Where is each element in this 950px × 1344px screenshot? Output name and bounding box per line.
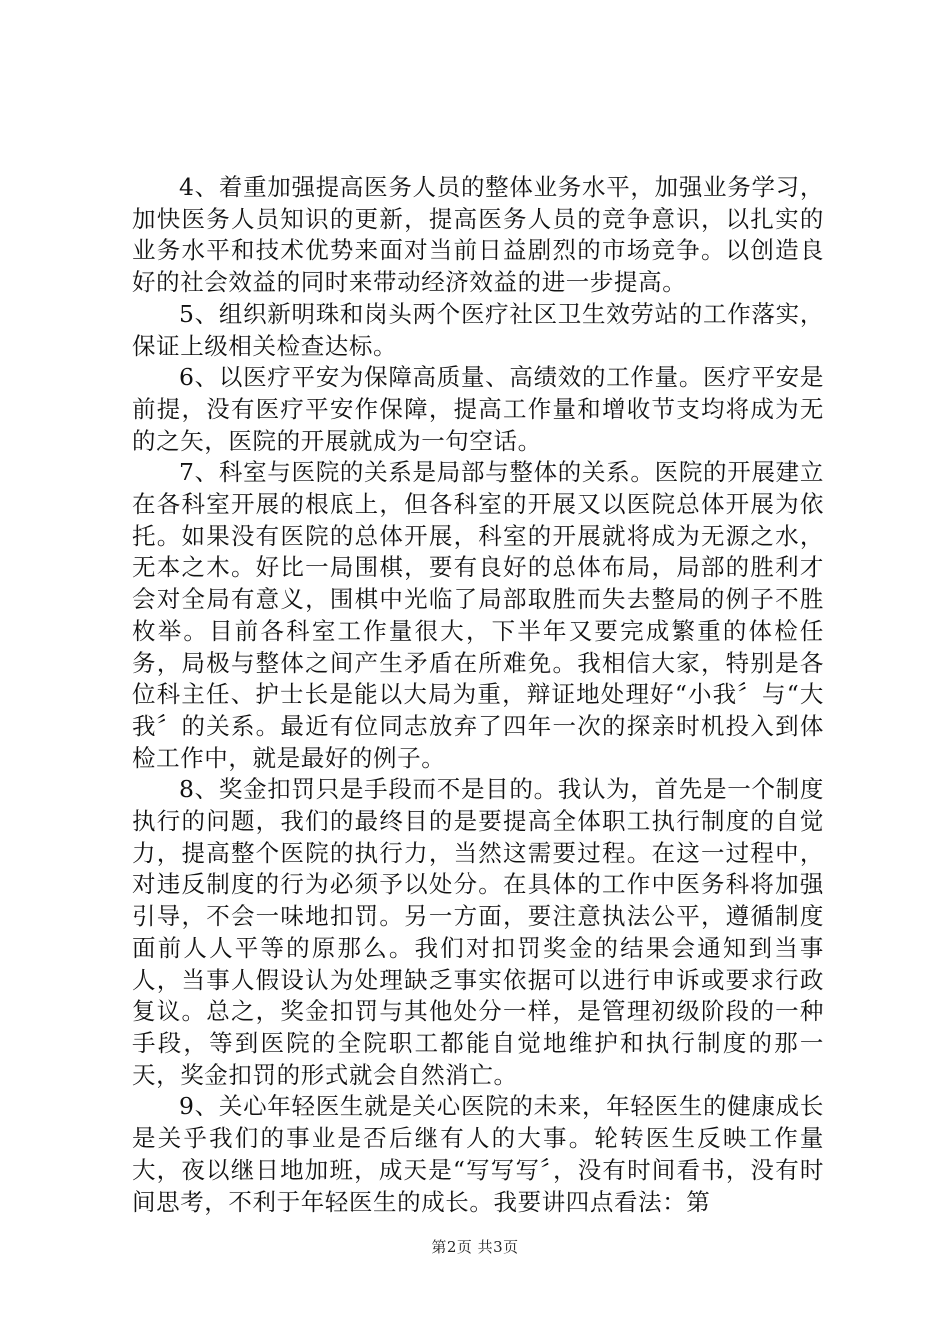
paragraph-4: 4、着重加强提高医务人员的整体业务水平，加强业务学习，加快医务人员知识的更新，提高医务人员的竞争意识，以扎实的业务水平和技术优势来面对当前日益剧烈的市场竞争。以创造良好的社会效益的同时来带动经济效益的进一步提高。 (132, 173, 824, 297)
paragraph-7: 7、科室与医院的关系是局部与整体的关系。医院的开展建立在各科室开展的根底上，但各科室的开展又以医院总体开展为依托。如果没有医院的总体开展，科室的开展就将成为无源之水，无本之木。好比一局围棋，要有良好的总体布局，局部的胜利才会对全局有意义，围棋中光临了局部取胜而失去整局的例子不胜枚举。目前各科室工作量很大，下半年又要完成繁重的体检任务，局极与整体之间产生矛盾在所难免。我相信大家，特别是各位科主任、护士长是能以大局为重，辩证地处理好“小我〞与“大我〞的关系。最近有位同志放弃了四年一次的探亲时机投入到体检工作中，就是最好的例子。 (132, 458, 824, 772)
paragraph-9: 9、关心年轻医生就是关心医院的未来，年轻医生的健康成长是关乎我们的事业是否后继有人的大事。轮转医生反映工作量大，夜以继日地加班，成天是“写写写〞，没有时间看书，没有时间思考，不利于年轻医生的成长。我要讲四点看法：第 (132, 1092, 824, 1216)
paragraph-6: 6、以医疗平安为保障高质量、高绩效的工作量。医疗平安是前提，没有医疗平安作保障，提高工作量和增收节支均将成为无的之矢，医院的开展就成为一句空话。 (132, 363, 824, 455)
page-footer: 第2页 共3页 (431, 1238, 519, 1256)
paragraph-8: 8、奖金扣罚只是手段而不是目的。我认为，首先是一个制度执行的问题，我们的最终目的是要提高全体职工执行制度的自觉力，提高整个医院的执行力，当然这需要过程。在这一过程中，对违反制度的行为必须予以处分。在具体的工作中医务科将加强引导，不会一味地扣罚。另一方面，要注意执法公平，遵循制度面前人人平等的原那么。我们对扣罚奖金的结果会通知到当事人，当事人假设认为处理缺乏事实依据可以进行申诉或要求行政复议。总之，奖金扣罚与其他处分一样，是管理初级阶段的一种手段，等到医院的全院职工都能自觉地维护和执行制度的那一天，奖金扣罚的形式就会自然消亡。 (132, 775, 824, 1089)
body-text (132, 172, 824, 1218)
paragraph-5: 5、组织新明珠和岗头两个医疗社区卫生效劳站的工作落实，保证上级相关检查达标。 (132, 299, 824, 360)
